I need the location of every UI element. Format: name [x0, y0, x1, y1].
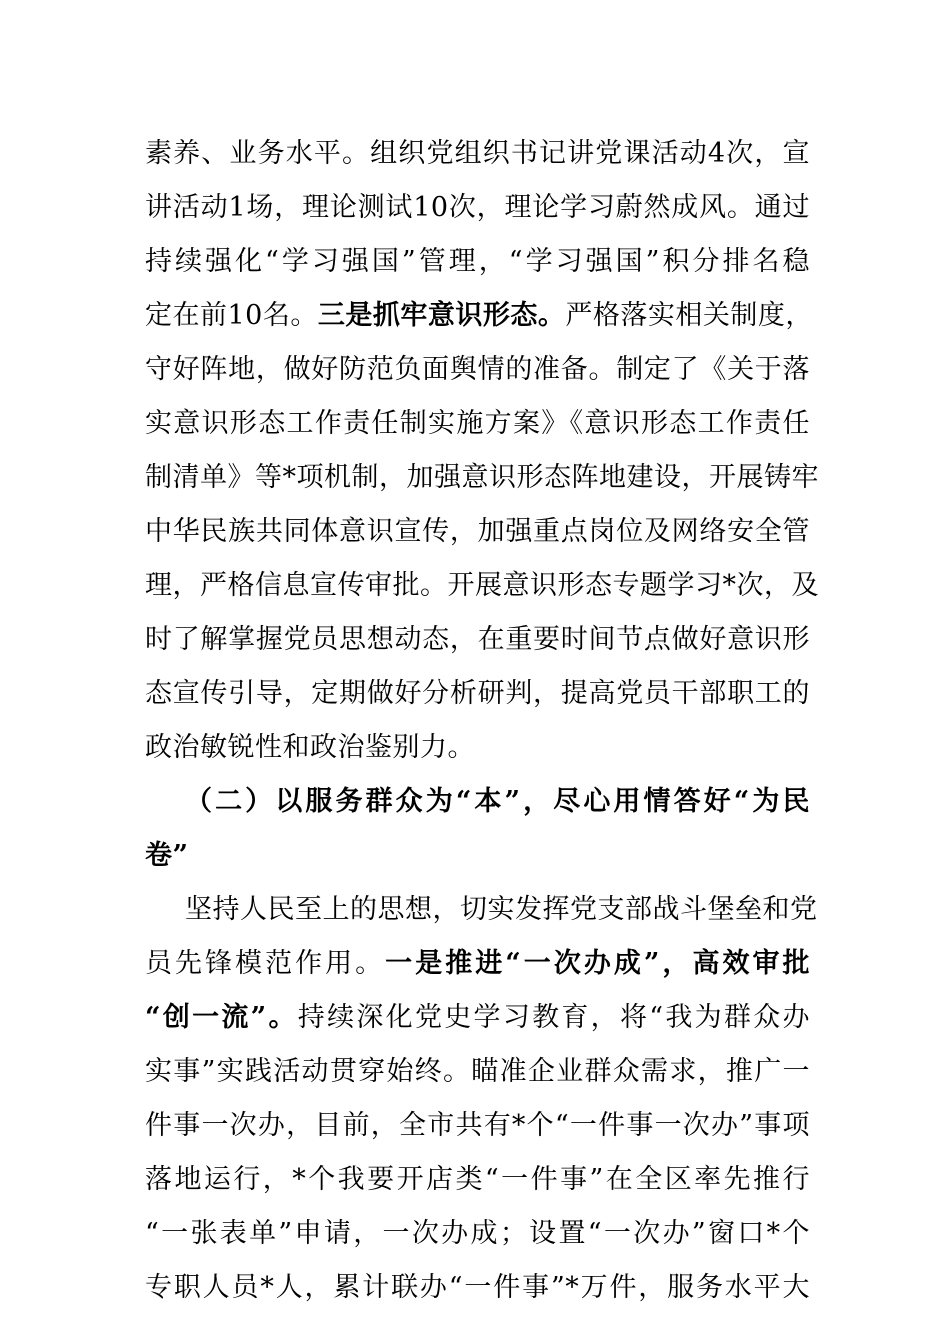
text-line: 理，严格信息宣传审批。开展意识形态专题学习*次，及 — [145, 570, 819, 601]
text-line: 守好阵地，做好防范负面舆情的准备。制定了《关于落 — [145, 354, 810, 385]
text-line — [145, 289, 813, 343]
text-line: 讲活动1场，理论测试10次，理论学习蔚然成风。通过 — [145, 192, 810, 223]
text-line: 政治敏锐性和政治鉴别力。 — [145, 732, 475, 763]
paragraph-service — [145, 883, 818, 1315]
text-line: 中华民族共同体意识宣传，加强重点岗位及网络安全管 — [145, 516, 810, 547]
heading-line: 卷” — [145, 840, 189, 871]
bold-phrase: “创一流”。 — [145, 1002, 298, 1033]
section-heading — [145, 775, 810, 883]
text-run: 员先锋模范作用。 — [145, 948, 386, 979]
bold-phrase: 一是推进“一次办成”，高效审批 — [385, 948, 811, 979]
text-line: 持续强化“学习强国”管理，“学习强国”积分排名稳 — [145, 246, 810, 277]
paragraph-ideology — [145, 127, 819, 775]
heading-line: （二）以服务群众为“本”，尽心用情答好“为民 — [185, 786, 810, 817]
bold-phrase: 三是抓牢意识形态。 — [317, 300, 566, 331]
text-line: 制清单》等*项机制，加强意识形态阵地建设，开展铸牢 — [145, 462, 819, 493]
text-line: 坚持人民至上的思想，切实发挥党支部战斗堡垒和党 — [185, 894, 818, 925]
text-line: 实事”实践活动贯穿始终。瞄准企业群众需求，推广一 — [145, 1056, 810, 1087]
text-line: “一张表单”申请，一次办成；设置“一次办”窗口*个 — [145, 1218, 810, 1249]
text-run: 严格落实相关制度， — [565, 300, 813, 331]
text-line: 件事一次办，目前，全市共有*个“一件事一次办”事项 — [145, 1110, 810, 1141]
document-page — [145, 127, 819, 1315]
text-line — [145, 937, 810, 991]
text-line: 素养、业务水平。组织党组织书记讲党课活动4次，宣 — [145, 138, 810, 169]
text-line: 专职人员*人，累计联办“一件事”*万件，服务水平大 — [145, 1272, 810, 1303]
text-line: 时了解掌握党员思想动态，在重要时间节点做好意识形 — [145, 624, 810, 655]
text-line: 落地运行，*个我要开店类“一件事”在全区率先推行 — [145, 1164, 810, 1195]
text-line — [145, 991, 810, 1045]
text-line: 实意识形态工作责任制实施方案》《意识形态工作责任 — [145, 408, 810, 439]
text-line: 态宣传引导，定期做好分析研判，提高党员干部职工的 — [145, 678, 810, 709]
text-run: 定在前10名。 — [145, 300, 318, 331]
text-run: 持续深化党史学习教育，将“我为群众办 — [297, 1002, 810, 1033]
